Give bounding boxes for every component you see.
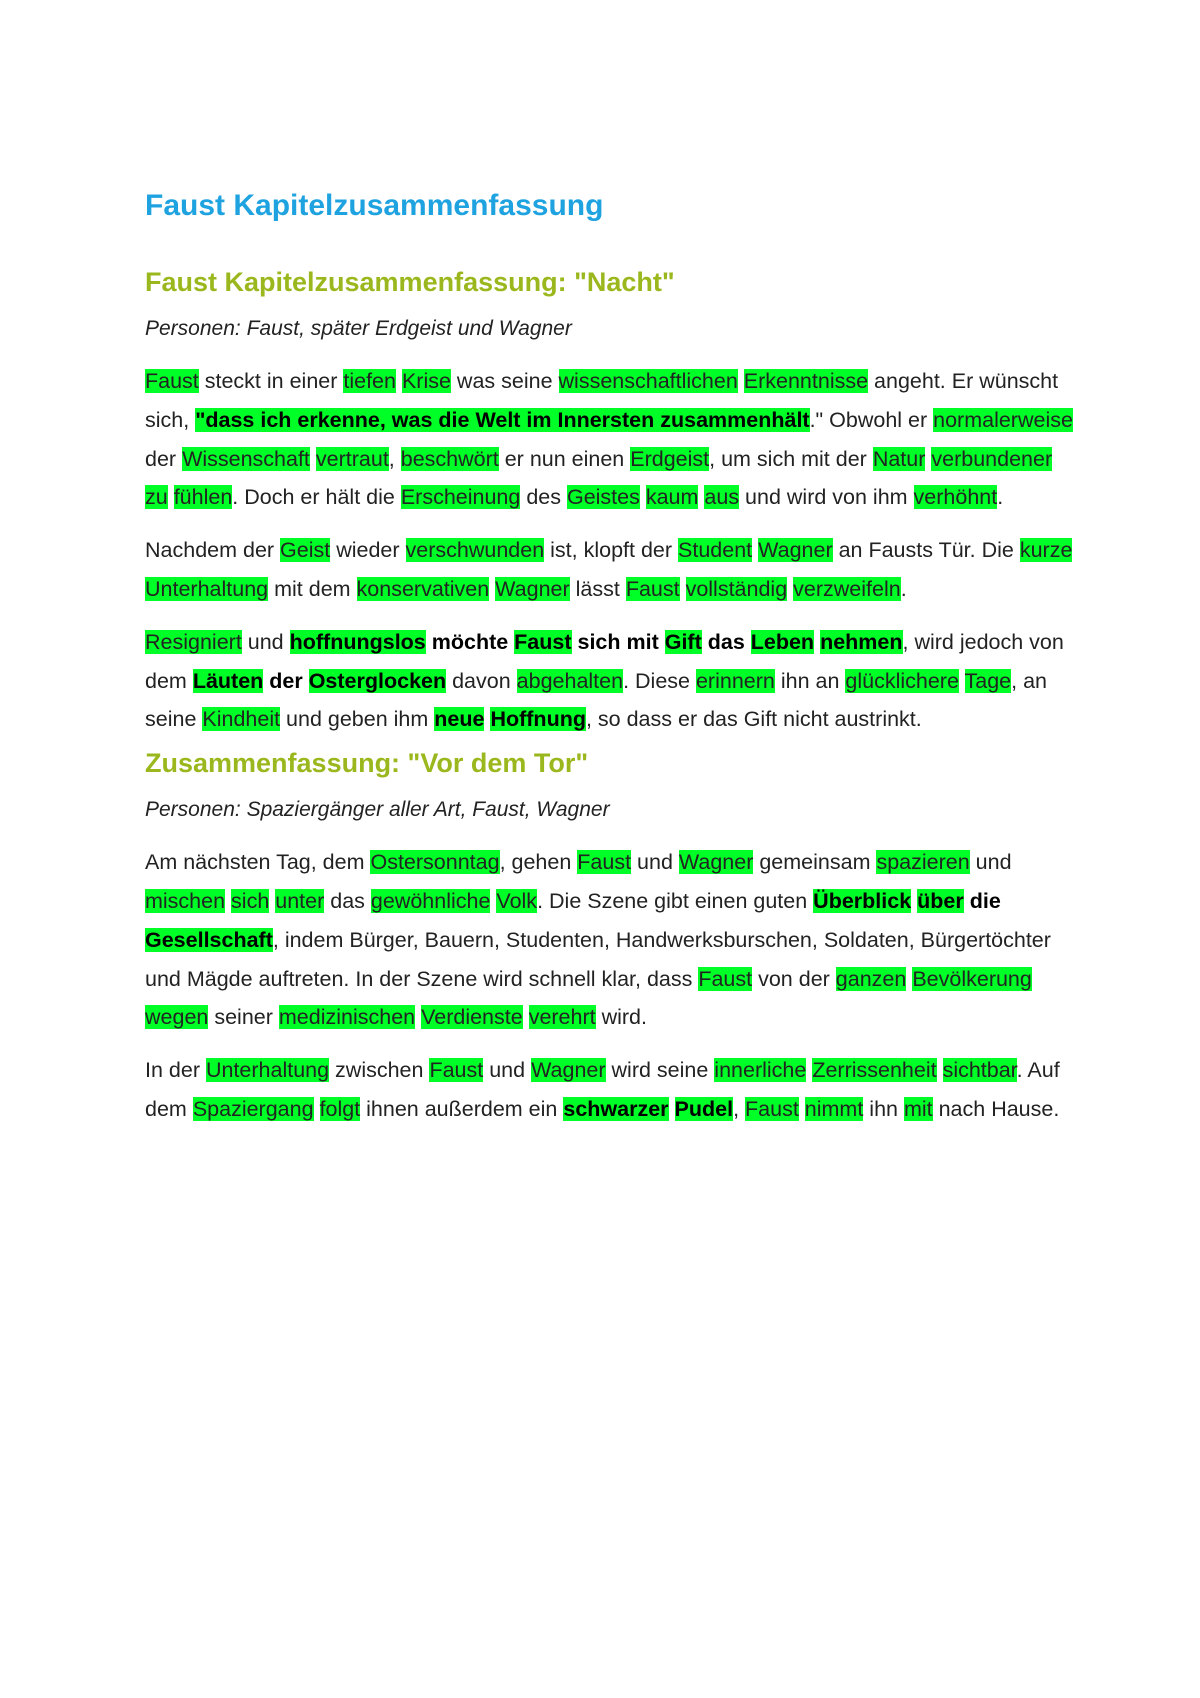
text-run: ist, klopft der [544, 538, 679, 563]
text-run: angeht. Er wünscht sich, [145, 369, 1059, 432]
text-run [640, 485, 646, 509]
highlighted-term: zu [145, 485, 168, 510]
text-run: Am nächsten Tag, dem [145, 850, 371, 875]
highlighted-term: wissenschaftlichen [558, 369, 738, 393]
highlighted-term: vollständig [685, 576, 788, 601]
highlighted-term: innerliche [714, 1058, 807, 1083]
highlighted-term: Gift [664, 629, 702, 654]
text-run [168, 485, 174, 509]
highlighted-term: Überblick [813, 888, 912, 913]
highlighted-term: kurze [1019, 538, 1073, 563]
highlighted-term: verschwunden [405, 538, 545, 563]
highlighted-term: Zerrissenheit [812, 1058, 937, 1083]
section-persons: Personen: Spaziergänger aller Art, Faust, Wagner [145, 798, 610, 822]
text-run: steckt in einer [198, 369, 344, 393]
highlighted-term: Faust [745, 1096, 799, 1121]
highlighted-term: gewöhnliche [370, 888, 491, 913]
section-nacht [145, 264, 1075, 739]
highlighted-term: Ostersonntag [370, 850, 500, 875]
section-persons: Personen: Faust, später Erdgeist und Wagner [145, 317, 572, 340]
highlighted-term: über [917, 888, 964, 913]
highlighted-term: Tage [964, 668, 1012, 693]
highlighted-term: Spaziergang [192, 1096, 314, 1121]
text-run: , [388, 446, 401, 471]
highlighted-term: medizinischen [278, 1005, 416, 1030]
text-run: Nachdem der [145, 538, 281, 563]
text-run: von der [752, 966, 836, 991]
highlighted-term: folgt [319, 1096, 361, 1121]
highlighted-term: sich [231, 888, 270, 913]
highlighted-term: Faust [698, 966, 753, 991]
text-run [799, 1097, 805, 1121]
highlighted-term: Wagner [495, 576, 570, 601]
highlighted-term: fühlen [173, 485, 233, 510]
text-run: und [483, 1058, 532, 1083]
highlighted-term: Volk [496, 888, 538, 913]
highlighted-term: nehmen [820, 629, 903, 654]
text-run: . Auf dem [145, 1058, 1060, 1121]
bold-text: der [263, 668, 309, 693]
highlighted-term: unter [275, 888, 325, 913]
text-run: , an seine [145, 668, 1048, 732]
highlighted-term: Unterhaltung [205, 1058, 330, 1083]
text-run [738, 369, 744, 393]
text-run: ihnen außerdem ein [360, 1096, 564, 1121]
highlighted-term: nimmt [804, 1096, 864, 1121]
highlighted-term: Leben [750, 629, 815, 654]
text-run [937, 1058, 943, 1082]
text-run: mit dem [268, 576, 357, 601]
text-run: seiner [208, 1005, 279, 1030]
highlighted-term: Krise [401, 369, 451, 393]
highlighted-term: Wagner [758, 538, 833, 563]
text-run: . [900, 576, 907, 601]
text-run: , um sich mit der [709, 446, 873, 471]
paragraph [145, 843, 1075, 1037]
highlighted-term: Erdgeist [630, 446, 710, 471]
paragraph [145, 362, 1075, 517]
highlighted-term: Wissenschaft [182, 446, 310, 471]
text-run: des [520, 485, 567, 510]
paragraph [145, 1051, 1075, 1129]
highlighted-term: hoffnungslos [289, 629, 426, 654]
highlighted-term: verzweifeln [793, 576, 901, 601]
highlighted-term: Wagner [678, 850, 754, 875]
highlighted-term: Resigniert [145, 629, 242, 654]
text-run: wird seine [605, 1058, 715, 1083]
text-run: der [145, 446, 183, 471]
section-heading: Faust Kapitelzusammenfassung: "Nacht" [145, 267, 675, 297]
text-run [959, 669, 965, 693]
text-run: In der [145, 1058, 206, 1083]
highlighted-term: Unterhaltung [145, 576, 269, 601]
highlighted-term: Geistes [566, 485, 640, 510]
document-page [145, 186, 1075, 1143]
highlighted-term: wegen [145, 1005, 209, 1030]
text-run: gemeinsam [753, 850, 877, 875]
highlighted-term: glücklichere [845, 668, 959, 693]
highlighted-term: Osterglocken [308, 668, 447, 693]
highlighted-term: normalerweise [933, 407, 1073, 432]
section-heading: Zusammenfassung: "Vor dem Tor" [145, 748, 589, 779]
highlighted-term: Verdienste [421, 1005, 523, 1030]
highlighted-term: Natur [872, 446, 926, 471]
text-run: wieder [330, 538, 406, 563]
highlighted-term: Faust [145, 369, 199, 393]
highlighted-term: schwarzer [563, 1096, 669, 1121]
bold-text: das [701, 629, 751, 654]
highlighted-term: Pudel [674, 1096, 734, 1121]
highlighted-term: tiefen [343, 369, 396, 393]
highlighted-term: mischen [145, 888, 226, 913]
text-run: und [969, 850, 1012, 875]
highlighted-term: Faust [577, 850, 632, 875]
highlighted-term: Hoffnung [490, 707, 586, 732]
text-run: davon [446, 668, 517, 693]
bold-text: möchte [425, 629, 515, 654]
text-run: zwischen [329, 1058, 430, 1083]
highlighted-term: ganzen [835, 966, 907, 991]
highlighted-term: Faust [514, 629, 572, 654]
highlighted-term: Faust [625, 576, 680, 601]
paragraph [145, 623, 1075, 739]
text-run: nach Hause. [932, 1096, 1060, 1121]
highlighted-term: Erscheinung [400, 485, 521, 510]
paragraph [145, 531, 1075, 609]
text-run: , gehen [499, 850, 578, 875]
text-run: ihn [863, 1096, 904, 1121]
highlighted-term: vertraut [315, 446, 389, 471]
highlighted-term: "dass ich erkenne, was die Welt im Innersten zusammenhält [195, 407, 810, 432]
bold-text: sich mit [571, 629, 665, 654]
bold-text: die [963, 888, 1001, 913]
text-run: und geben ihm [280, 707, 435, 732]
highlighted-term: mit [903, 1096, 933, 1121]
highlighted-term: spazieren [876, 850, 970, 875]
highlighted-term: verehrt [528, 1005, 596, 1030]
highlighted-term: kaum [645, 485, 699, 510]
highlighted-term: Erkenntnisse [743, 369, 869, 393]
highlighted-term: beschwört [400, 446, 499, 471]
section-vor-dem-tor [145, 745, 1075, 1129]
text-run: wird. [595, 1005, 647, 1030]
text-run: das [324, 888, 371, 913]
text-run: und [631, 850, 679, 875]
text-run [310, 447, 316, 471]
text-run: und wird von ihm [739, 485, 914, 510]
highlighted-term: sichtbar [942, 1058, 1017, 1083]
highlighted-term: Läuten [192, 668, 264, 693]
text-run: ." Obwohl er [809, 407, 934, 432]
highlighted-term: Kindheit [202, 707, 281, 732]
text-run: an Fausts Tür. Die [832, 538, 1020, 563]
highlighted-term: verbundener [931, 446, 1053, 471]
highlighted-term: Wagner [531, 1058, 606, 1083]
highlighted-term: Geist [280, 538, 331, 563]
highlighted-term: verhöhnt [913, 485, 998, 510]
highlighted-term: konservativen [356, 576, 490, 601]
highlighted-term: Student [678, 538, 753, 563]
text-run: , indem Bürger, Bauern, Studenten, Handwerksburschen, Soldaten, Bürgertöchter und Mägde auftreten. In der Szene wird schnell klar, dass [145, 927, 1051, 991]
text-run: , [733, 1096, 746, 1121]
highlighted-term: aus [704, 485, 740, 510]
text-run: lässt [569, 576, 626, 601]
text-run: . Doch er hält die [232, 485, 401, 510]
text-run: ihn an [774, 668, 846, 693]
document-title: Faust Kapitelzusammenfassung [145, 189, 604, 222]
text-run: und [241, 629, 290, 654]
text-run: . [997, 485, 1004, 510]
highlighted-term: neue [434, 707, 485, 732]
text-run: , so dass er das Gift nicht austrinkt. [585, 707, 922, 732]
highlighted-term: erinnern [695, 668, 775, 693]
text-run: . Die Szene gibt einen guten [537, 888, 814, 913]
text-run: er nun einen [498, 446, 631, 471]
text-run: was seine [450, 369, 559, 393]
text-run: , wird jedoch von dem [145, 629, 1064, 693]
text-run [523, 1005, 529, 1029]
highlighted-term: Gesellschaft [145, 927, 273, 952]
text-run [680, 577, 686, 601]
highlighted-term: Faust [429, 1058, 484, 1083]
highlighted-term: abgehalten [516, 668, 624, 693]
text-run [314, 1097, 320, 1121]
text-run: . Diese [623, 668, 696, 693]
highlighted-term: Bevölkerung [912, 966, 1032, 991]
